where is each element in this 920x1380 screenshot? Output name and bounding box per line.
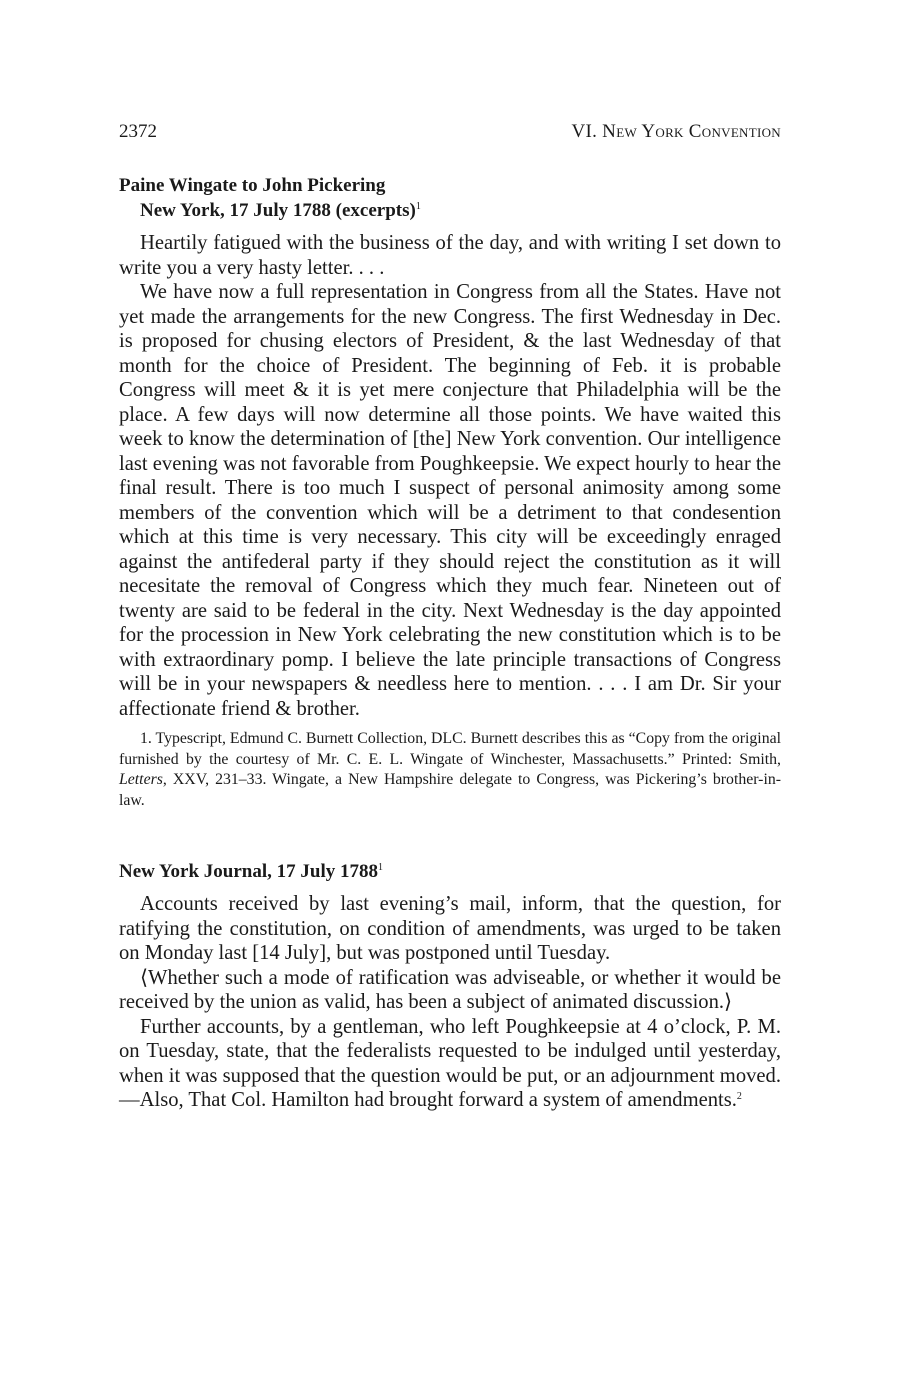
footnote-reference: 2 [736,1091,742,1102]
newspaper-body [119,892,781,1113]
footnote-text-end: , XXV, 231–33. Wingate, a New Hampshire delegate to Congress, was Pickering’s brother-in-law. [119,771,781,809]
letter-heading-dateline [119,198,781,223]
letter-body [119,231,781,721]
footnote-text: 1. Typescript, Edmund C. Burnett Collection, DLC. Burnett describes this as “Copy from the original furnished by the courtesy of Mr. C. E. L. Wingate of Winchester, Massachusetts.” Printed: Smith, [119,730,781,768]
footnote-reference: 1 [415,201,421,212]
letter-heading [119,173,781,223]
letter-footnote [119,729,781,811]
footnote-reference: 1 [377,862,383,873]
page-number: 2372 [119,121,157,142]
document-page [119,121,781,1113]
running-head [119,121,781,151]
newspaper-heading-title: New York Journal, 17 July 1788 [119,861,378,882]
section-title: VI. New York Convention [571,121,781,142]
letter-dateline-text: New York, 17 July 1788 (excerpts) [140,200,416,221]
newspaper-paragraph-last [119,1015,781,1113]
footnote-italic-title: Letters [119,771,163,788]
letter-heading-title: Paine Wingate to John Pickering [119,175,386,196]
newspaper-heading-line [119,859,781,884]
newspaper-paragraph: Accounts received by last evening’s mail, inform, that the question, for ratifying the constitution, on condition of amendments, was urged to be taken on Monday last [14 July], but was postponed until Tuesday. [119,893,781,964]
newspaper-paragraph-text: Further accounts, by a gentleman, who left Poughkeepsie at 4 o’clock, P. M. on Tuesday, state, that the federalists requested to be indulged until yesterday, when it was supposed that the question would be put, or an adjournment moved.—Also, That Col. Hamilton had brought forward a system of amendments. [119,1015,781,1111]
letter-paragraph: We have now a full representation in Congress from all the States. Have not yet made the arrangements for the new Congress. The first Wednesday in Dec. is proposed for chusing electors of President, & the last Wednesday of that month for the choice of President. The beginning of Feb. it is probable Congress will meet & it is yet mere conjecture that Philadelphia will be the place. A few days will now determine all those points. We have waited this week to know the determination of [the] New York convention. Our intelligence last evening was not favorable from Poughkeepsie. We expect hourly to hear the final result. There is too much I suspect of personal animosity among some members of the convention which will be a detriment to that condesention which at this time is very necessary. This city will be exceedingly enraged against the antifederal party if they should reject the constitution as it will necesitate the removal of Congress which they much fear. Nineteen out of twenty are said to be federal in the city. Next Wednesday is the day appointed for the procession in New York celebrating the new constitution which is to be with extraordinary pomp. I believe the late principle transactions of Congress will be in your newspapers & needless here to mention. . . . I am Dr. Sir your affectionate friend & brother. [119,281,781,720]
section-divider [119,811,781,837]
newspaper-paragraph: ⟨Whether such a mode of ratification was adviseable, or whether it would be received by the union as valid, has been a subject of animated discussion.⟩ [119,966,781,1013]
newspaper-heading [119,859,781,884]
letter-paragraph: Heartily fatigued with the business of the day, and with writing I set down to write you a very hasty letter. . . . [119,232,781,279]
